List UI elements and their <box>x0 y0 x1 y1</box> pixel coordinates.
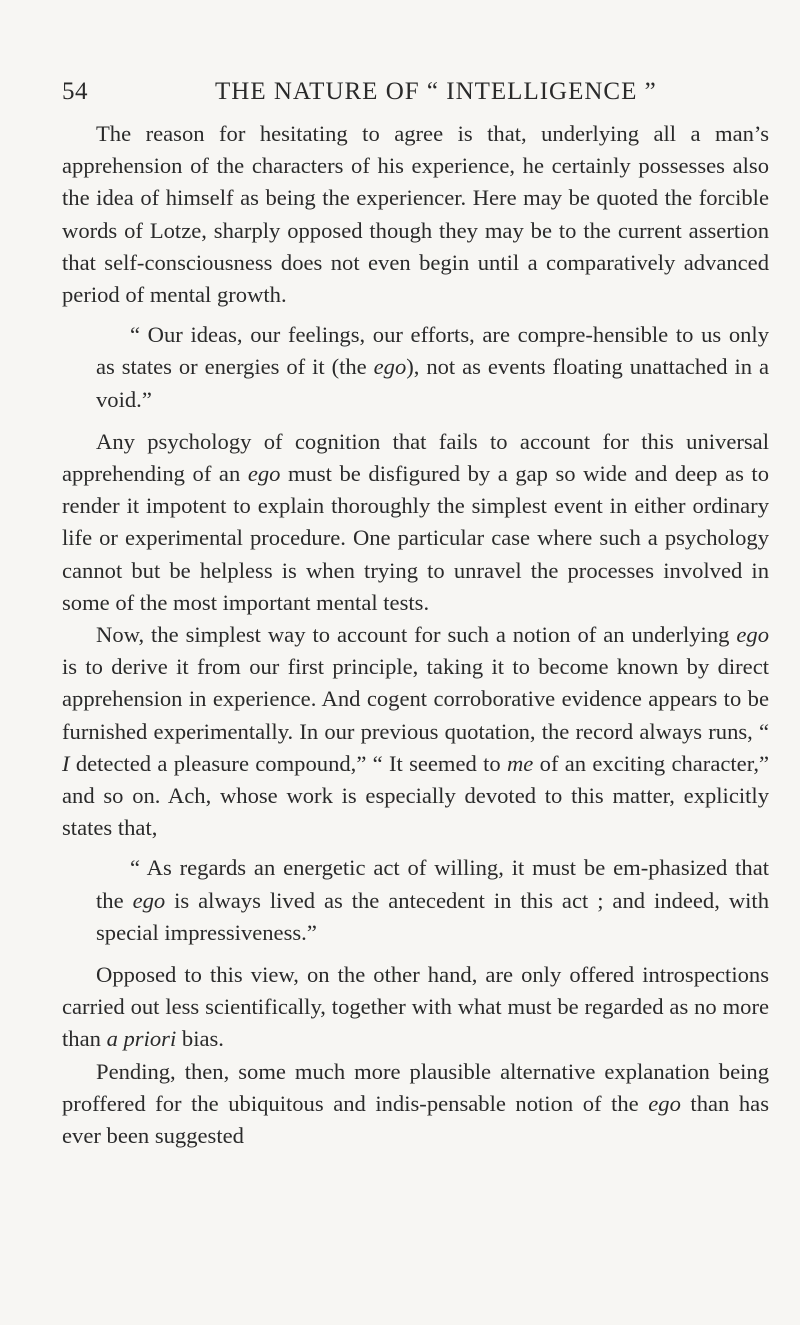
text-run: ), not as events floating unattached in a void.” <box>96 354 769 412</box>
body-text <box>62 118 769 1152</box>
italic-text: ego <box>247 461 281 487</box>
text-run: “ As regards an energetic act of willing, it must be em-phasized that the <box>96 855 769 913</box>
italic-text: ego <box>736 622 769 648</box>
text-run: than has ever been suggested <box>62 1090 769 1149</box>
page-number: 54 <box>62 78 88 105</box>
book-page <box>62 72 769 1152</box>
text-run: detected a pleasure compound,” “ It seemed to <box>69 750 507 776</box>
italic-text: me <box>506 750 534 776</box>
italic-text: ego <box>648 1090 681 1116</box>
running-title: THE NATURE OF “ INTELLIGENCE ” <box>215 78 657 105</box>
text-run: “ Our ideas, our feelings, our efforts, are compre-hensible to us only as states or energies of it (the <box>96 322 769 380</box>
paragraph <box>62 959 769 1056</box>
italic-text: a priori <box>106 1026 177 1052</box>
text-run: bias. <box>176 1026 224 1052</box>
text-run: is always lived as the antecedent in this act ; and indeed, with special impressiveness.” <box>96 887 769 945</box>
paragraph <box>62 118 769 311</box>
paragraph <box>62 1056 769 1153</box>
italic-text: I <box>62 750 70 776</box>
text-run: Any psychology of cognition that fails to account for this universal apprehending of an <box>62 428 769 487</box>
text-run: The reason for hesitating to agree is that, underlying all a man’s apprehension of the characters of his experience, he certainly possesses also the idea of himself as being the experiencer. Here may be quoted the forcible words of Lotze, sharply opposed though they may be to the current assertion that self-consciousness does not even begin until a comparatively advanced period of mental growth. <box>62 121 769 308</box>
text-run: must be disfigured by a gap so wide and deep as to render it impotent to explain thoroughly the simplest event in either ordinary life or experimental procedure. One particular case where such a psychology cannot but be helpless is when trying to unravel the processes involved in some of the most important mental tests. <box>62 461 770 615</box>
text-run: Opposed to this view, on the other hand, are only offered introspections carried out less scientifically, together with what must be regarded as no more than <box>62 962 769 1052</box>
text-run: Pending, then, some much more plausible alternative explanation being proffered for the ubiquitous and indis-pensable notion of the <box>62 1058 769 1116</box>
page-header <box>62 72 769 118</box>
paragraph <box>62 619 769 844</box>
block-quote <box>62 852 769 949</box>
paragraph <box>62 426 769 619</box>
block-quote <box>62 319 769 416</box>
italic-text: ego <box>132 887 166 913</box>
italic-text: ego <box>373 354 407 380</box>
text-run: of an exciting character,” and so on. Ach, whose work is especially devoted to this matter, explicitly states that, <box>62 750 769 841</box>
text-run: is to derive it from our first principle, taking it to become known by direct apprehension in experience. And cogent corroborative evidence appears to be furnished experimentally. In our previous quotation, the record always runs, “ <box>62 654 769 744</box>
text-run: Now, the simplest way to account for such a notion of an underlying <box>96 622 737 648</box>
